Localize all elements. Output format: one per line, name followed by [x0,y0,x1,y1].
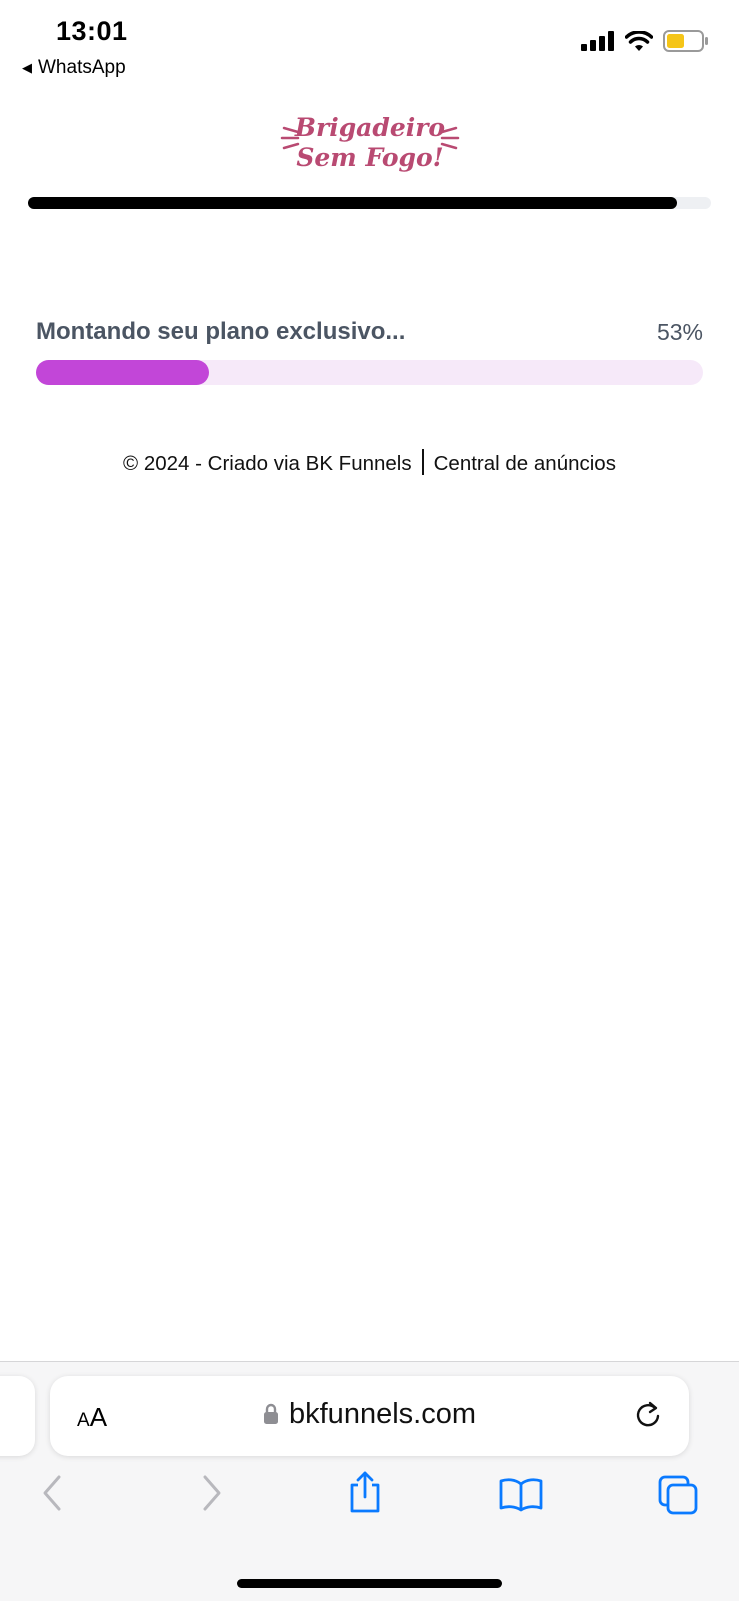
share-icon[interactable] [347,1470,383,1514]
status-time: 13:01 [56,16,128,46]
back-triangle-icon: ◀ [22,60,32,75]
system-indicators [581,30,709,52]
footer-ads-link[interactable]: Central de anúncios [433,452,616,475]
logo-line-2: Sem Fogo! [296,143,444,172]
wifi-icon [625,31,653,52]
back-icon[interactable] [40,1474,64,1512]
footer-divider [422,449,424,475]
reload-icon[interactable] [633,1400,663,1430]
text-size-button[interactable]: AA [77,1402,108,1432]
logo-line-1: Brigadeiro [294,113,446,142]
status-bar [0,0,739,88]
back-app-label: WhatsApp [38,57,126,78]
quiz-progress-bar [28,197,711,209]
home-indicator [237,1579,502,1588]
forward-icon[interactable] [200,1474,224,1512]
lock-icon [263,1403,279,1425]
browser-toolbar [0,1474,739,1534]
quiz-progress-fill [28,197,677,209]
url-display[interactable] [50,1398,689,1431]
address-bar[interactable] [50,1376,689,1456]
brand-logo [280,108,460,176]
loading-label: Montando seu plano exclusivo... [36,318,406,345]
tabs-icon[interactable] [657,1474,699,1516]
loading-percent: 53% [656,318,703,345]
url-text: bkfunnels.com [289,1398,476,1430]
signal-icon [581,31,615,51]
back-to-app-link[interactable] [22,57,126,79]
loading-progress-fill [36,360,209,385]
page-footer [0,449,739,476]
loading-progress-bar [36,360,703,385]
previous-tab-preview[interactable] [0,1376,35,1456]
battery-icon [663,30,709,52]
footer-copyright: © 2024 - Criado via BK Funnels [123,452,412,475]
bookmarks-icon[interactable] [498,1476,544,1512]
loading-header [36,318,703,346]
browser-bottom-bar [0,1361,739,1601]
